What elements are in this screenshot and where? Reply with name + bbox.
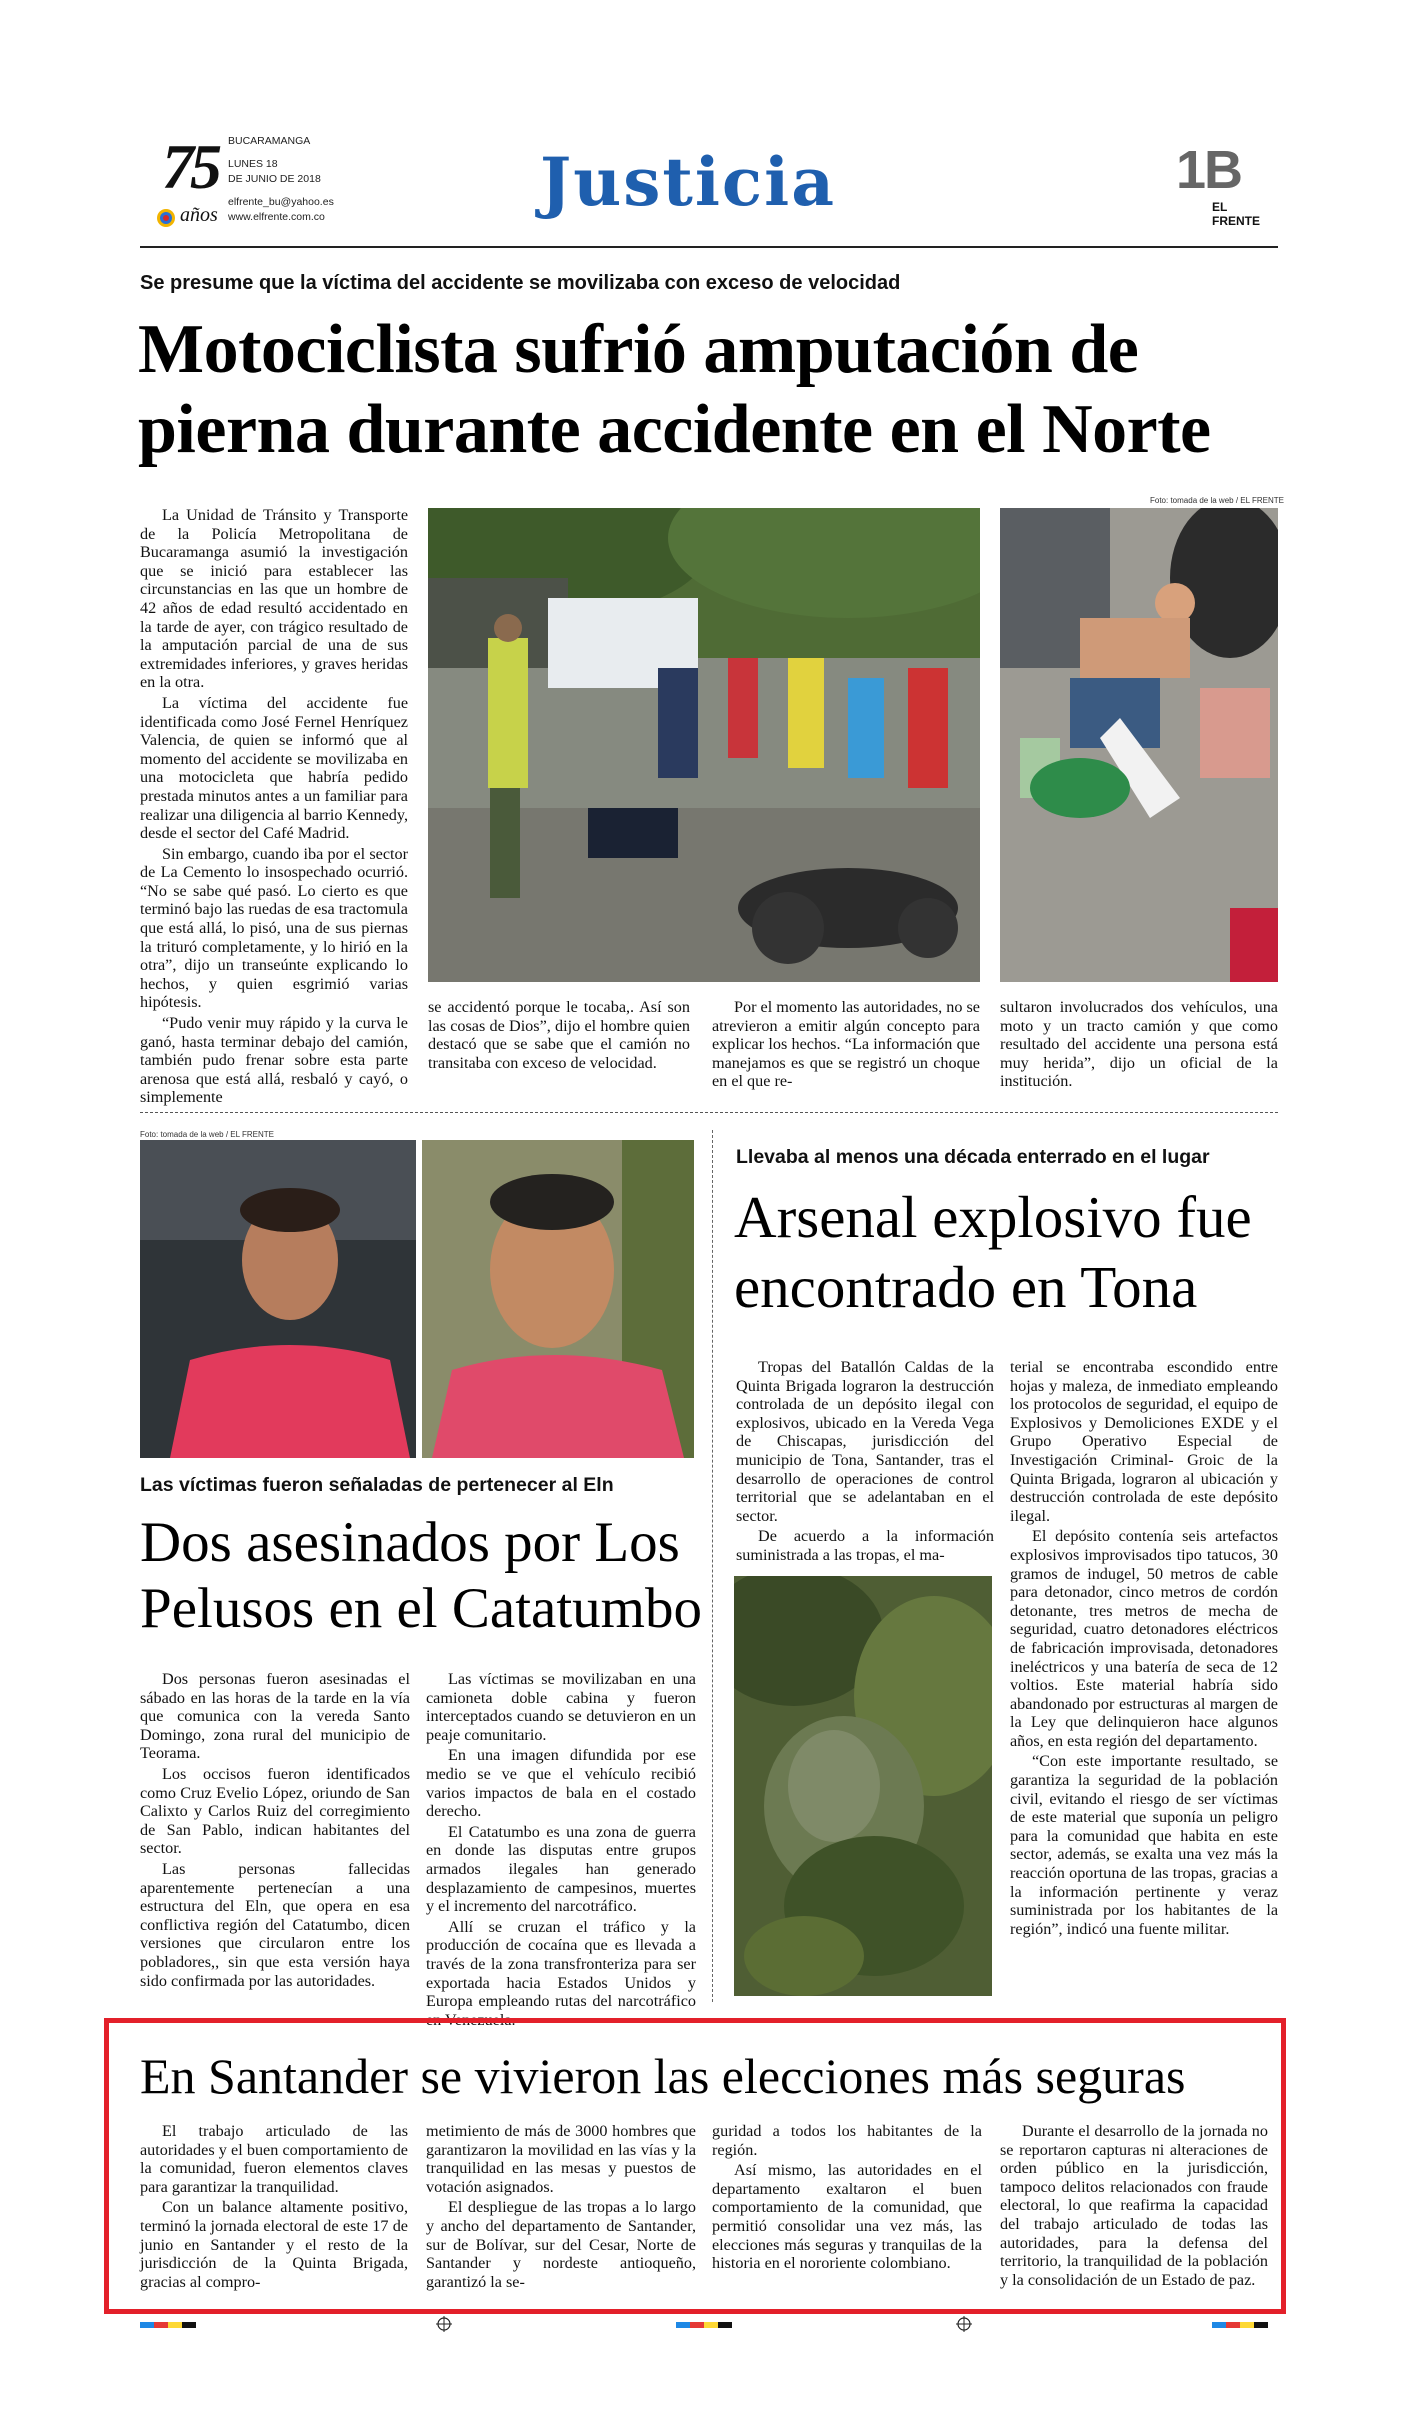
story1-paragraph: Por el momento las autoridades, no se atrevieron a emitir algún concepto para explicar los hechos. “La información que manejamos es que se registró un choque en el que re- bbox=[712, 998, 980, 1091]
story4-paragraph: Con un balance altamente positivo, terminó la jornada electoral de este 17 de junio en Santander y el resto de la jurisdicción de la Quinta Brigada, gracias al compro- bbox=[140, 2198, 408, 2291]
victim-portrait-1 bbox=[140, 1140, 416, 1458]
story4-column-1 bbox=[140, 2122, 408, 2293]
story4-paragraph: El despliegue de las tropas a lo largo y ancho del departamento de Santander, sur de Bolívar, sur del Cesar, Norte de Santander y nordeste antioqueño, garantizó la se- bbox=[426, 2198, 696, 2291]
story4-column-2 bbox=[426, 2122, 696, 2293]
story2-paragraph: El Catatumbo es una zona de guerra en donde las disputas entre grupos armados ilegales han generado desplazamiento de campesinos, muertes y el incremento del narcotráfico. bbox=[426, 1822, 696, 1916]
victim-portrait-2 bbox=[422, 1140, 694, 1458]
story3-paragraph: terial se encontraba escondido entre hojas y maleza, de inmediato empleando los protocolos de seguridad, el equipo de Explosivos y Demoliciones EXDE y el Grupo Operativo Especial de Investigación Criminal- Groic de la Quinta Brigada, lograron al ubicación y destrucción controlada de este depósito ilegal. bbox=[1010, 1358, 1278, 1525]
registration-bar-left bbox=[140, 2322, 196, 2328]
anniversary-logo bbox=[144, 132, 226, 232]
story1-column-3 bbox=[712, 998, 980, 1093]
date-line-1: LUNES 18 bbox=[228, 158, 278, 170]
story2-photo-credit: Foto: tomada de la web / EL FRENTE bbox=[140, 1130, 274, 1139]
masthead-rule bbox=[140, 246, 1278, 248]
story1-kicker: Se presume que la víctima del accidente se movilizaba con exceso de velocidad bbox=[140, 272, 901, 294]
registration-bar-center bbox=[676, 2322, 732, 2328]
story3-headline bbox=[734, 1182, 1252, 1322]
logo-number: 75 bbox=[162, 131, 218, 202]
story4-paragraph: El trabajo articulado de las autoridades y el buen comportamiento de la comunidad, fueron elementos claves para garantizar la tranquilidad. bbox=[140, 2122, 408, 2196]
story4-paragraph: Así mismo, las autoridades en el departamento exaltaron el buen comportamiento de la comunidad, que permitió consolidar una vez más, las elecciones más seguras y tranquilas de la historia en el nororiente colombiano. bbox=[712, 2161, 982, 2273]
story1-paragraph: se accidentó porque le tocaba,. Así son las cosas de Dios”, dijo el hombre quien destacó que se sabe que el camión no transitaba con exceso de velocidad. bbox=[428, 998, 690, 1072]
story2-kicker: Las víctimas fueron señaladas de pertenecer al Eln bbox=[140, 1474, 614, 1496]
accident-scene-illustration bbox=[428, 508, 980, 982]
story1-headline-line1: Motociclista sufrió amputación de bbox=[138, 311, 1139, 388]
story4-column-4 bbox=[1000, 2122, 1268, 2291]
story3-column-2 bbox=[1010, 1358, 1278, 1940]
soldier-in-brush-illustration bbox=[734, 1576, 992, 1996]
date-line-2: DE JUNIO DE 2018 bbox=[228, 173, 321, 185]
story3-paragraph: De acuerdo a la información suministrada a las tropas, el ma- bbox=[736, 1527, 994, 1564]
story1-photo-credit: Foto: tomada de la web / EL FRENTE bbox=[1150, 496, 1284, 505]
story2-paragraph: Las víctimas se movilizaban en una camioneta doble cabina y fueron interceptados cuando se detuvieron en un peaje comunitario. bbox=[426, 1670, 696, 1744]
story4-column-3 bbox=[712, 2122, 982, 2275]
injured-victim-photo bbox=[1000, 508, 1278, 982]
section-title: Justicia bbox=[540, 143, 836, 221]
story4-paragraph: metimiento de más de 3000 hombres que garantizaron la movilidad en las vías y la tranquilidad en las mesas y puestos de votación asignados. bbox=[426, 2122, 696, 2196]
story4-paragraph: guridad a todos los habitantes de la región. bbox=[712, 2122, 982, 2159]
registration-target-icon bbox=[436, 2316, 452, 2332]
injured-victim-illustration bbox=[1000, 508, 1278, 982]
story1-paragraph: “Pudo venir muy rápido y la curva le ganó, hasta terminar debajo del camión, también pudo frenar sobre esta parte arenosa que está allá, resbaló y cayó, o simplemente bbox=[140, 1014, 408, 1107]
story2-column-1 bbox=[140, 1670, 410, 1992]
story2-headline-line1: Dos asesinados por Los bbox=[140, 1511, 680, 1574]
masthead-info bbox=[228, 134, 334, 225]
story1-headline bbox=[138, 310, 1211, 470]
story1-paragraph: Sin embargo, cuando iba por el sector de La Cemento lo insospechado ocurrió. “No se sabe qué pasó. Lo cierto es que terminó bajo las ruedas de esa tractomula que está allá, lo pisó, una de sus piernas la trituró completamente, y lo hirió en la otra”, dijo un transeúnte explicando lo hechos, y quien esgrimió varias hipótesis. bbox=[140, 844, 408, 1012]
story1-column-4 bbox=[1000, 998, 1278, 1093]
story2-paragraph: Dos personas fueron asesinadas el sábado en las horas de la tarde en la vía que comunica con la vereda Santo Domingo, zona rural del municipio de Teorama. bbox=[140, 1670, 410, 1763]
story2-column-2 bbox=[426, 1670, 696, 2031]
story3-column-1 bbox=[736, 1358, 994, 1567]
paper-name: EL FRENTE bbox=[1212, 200, 1260, 228]
logo-word: años bbox=[180, 204, 218, 226]
story3-headline-line1: Arsenal explosivo fue bbox=[734, 1184, 1252, 1250]
email-label: elfrente_bu@yahoo.es bbox=[228, 196, 334, 208]
story3-paragraph: “Con este importante resultado, se garantiza la seguridad de la población civil, evitando el riesgo de ser víctimas de este material que suponía un peligro para la comunidad que habita en este sector, además, se exalta una vez más la reacción oportuna de las tropas, gracias a la información pertinente y veraz suministrada por los habitantes de la región”, indicó una fuente militar. bbox=[1010, 1752, 1278, 1938]
victim-photo-2 bbox=[422, 1140, 694, 1458]
story3-paragraph: El depósito contenía seis artefactos explosivos improvisados tipo tatucos, 30 gramos de indugel, 50 metros de cable para detonador, cinco metros de cordón detonante, tres metros de mecha de seguridad, cuatro detonadores eléctricos de fabricación improvisada, detonadores ineléctricos y una batería de seca de 12 voltios. Este material habría sido abandonado por estructuras al margen de la Ley que delinquieron hace algunos años, en esta región del departamento. bbox=[1010, 1527, 1278, 1750]
story4-headline: En Santander se vivieron las elecciones más seguras bbox=[140, 2048, 1186, 2104]
website-label: www.elfrente.com.co bbox=[228, 211, 325, 223]
accident-scene-photo bbox=[428, 508, 980, 982]
story2-headline bbox=[140, 1510, 702, 1642]
registration-bar-right bbox=[1212, 2322, 1268, 2328]
registration-target-icon bbox=[956, 2316, 972, 2332]
vertical-divider bbox=[712, 1130, 713, 2002]
story2-paragraph: Los occisos fueron identificados como Cruz Evelio López, oriundo de San Calixto y Carlos Ruiz del corregimiento de San Pablo, indican habitantes del sector. bbox=[140, 1764, 410, 1858]
story1-column-2 bbox=[428, 998, 690, 1074]
story1-column-1 bbox=[140, 506, 408, 1109]
story3-kicker: Llevaba al menos una década enterrado en el lugar bbox=[736, 1146, 1210, 1168]
city-label: BUCARAMANGA bbox=[228, 135, 311, 147]
story1-paragraph: La víctima del accidente fue identificada como José Fernel Henríquez Valencia, de quien se informó que al momento del accidente se movilizaba en una motocicleta que habría pedido prestada minutos antes a un familiar para realizar una diligencia al barrio Kennedy, desde el sector del Café Madrid. bbox=[140, 693, 408, 843]
victim-photo-1 bbox=[140, 1140, 416, 1458]
story2-paragraph: En una imagen difundida por ese medio se ve que el vehículo recibió varios impactos de bala en el costado derecho. bbox=[426, 1746, 696, 1821]
story2-paragraph: Las personas fallecidas aparentemente pertenecían a una estructura del Eln, que opera en esa conflictiva región del Catatumbo, dicen versiones que circularon entre los pobladores,, sin que esta versión haya sido confirmada por las autoridades. bbox=[140, 1859, 410, 1990]
masthead bbox=[140, 128, 1278, 246]
section-divider bbox=[140, 1112, 1278, 1113]
story1-paragraph: La Unidad de Tránsito y Transporte de la Policía Metropolitana de Bucaramanga asumió la investigación que se inició para establecer las circunstancias en las que un hombre de 42 años de edad resultó accidentado en la tarde de ayer, con trágico resultado de la amputación parcial de una de sus extremidades inferiores, y graves heridas en la otra. bbox=[140, 506, 408, 692]
story3-paragraph: Tropas del Batallón Caldas de la Quinta Brigada lograron la destrucción controlada de un depósito ilegal con explosivos, ubicado en la Vereda Vega de Chiscapas, jurisdicción del municipio de Tona, Santander, tras el desarrollo de operaciones de control territorial que se adelantaban en el sector. bbox=[736, 1358, 994, 1525]
story1-paragraph: sultaron involucrados dos vehículos, una moto y un tracto camión y que como resultado del accidente una persona está muy herida”, dijo un oficial de la institución. bbox=[1000, 998, 1278, 1091]
story2-headline-line2: Pelusos en el Catatumbo bbox=[140, 1577, 703, 1640]
story1-headline-line2: pierna durante accidente en el Norte bbox=[138, 391, 1211, 468]
page-number: 1B bbox=[1176, 140, 1242, 200]
story4-paragraph: Durante el desarrollo de la jornada no se reportaron capturas ni alteraciones de orden público en la jurisdicción, tampoco delitos relacionados con fraude electoral, lo que reafirma la capacidad del trabajo articulado de todas las autoridades, para la defensa del territorio, la tranquilidad de la población y la consolidación de un Estado de paz. bbox=[1000, 2122, 1268, 2289]
story2-paragraph: Allí se cruzan el tráfico y la producción de cocaína que es llevada a través de la zona transfronteriza para ser exportada hacia Estados Unidos y Europa empleando rutas del narcotráfico en Venezuela. bbox=[426, 1917, 696, 2029]
story3-headline-line2: encontrado en Tona bbox=[734, 1254, 1198, 1320]
explosives-photo bbox=[734, 1576, 992, 1996]
